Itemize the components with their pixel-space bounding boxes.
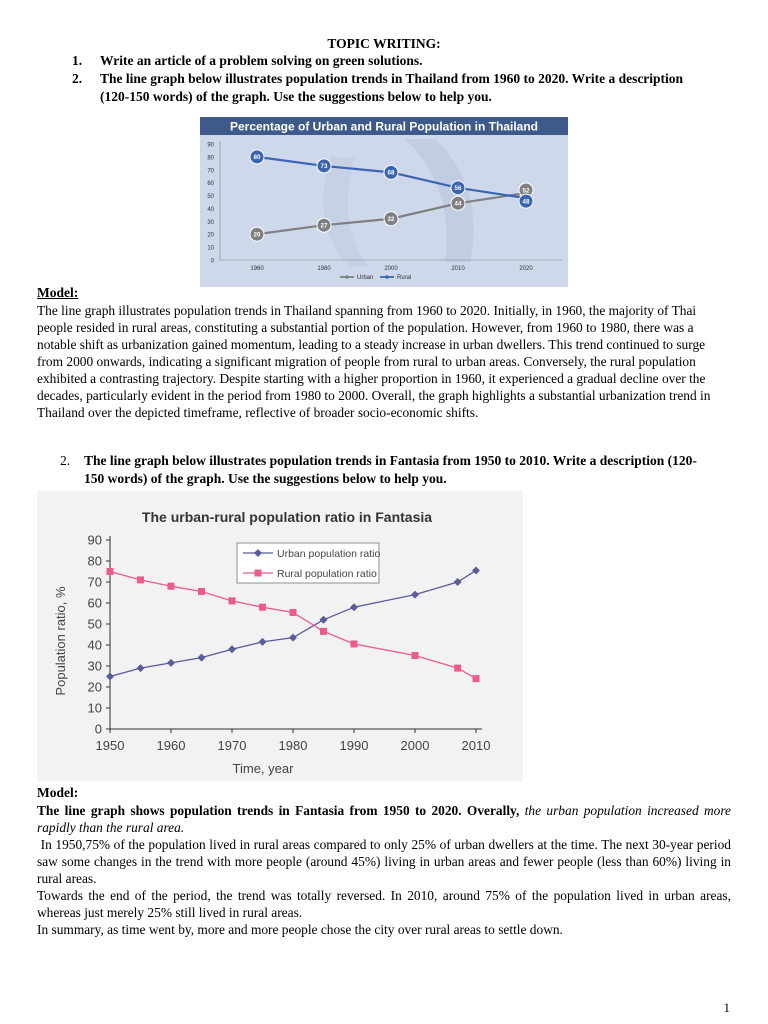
data-point-rural [290,609,297,616]
y-tick-label: 10 [87,700,102,716]
data-label: 27 [320,222,328,230]
x-axis-label: Time, year [232,761,294,776]
data-label: 52 [522,187,530,195]
model-paragraph-1: The line graph illustrates population trends in Thailand spanning from 1960 to 2020. Initially, in 1960, the majority of Thai people resided in rural areas, constituting a substantial portion of the population. However, from 1960 to 1980, there was a notable shift as urbanization gained momentum, leading to a steady increase in urban dwellers. This trend continued to surge from 2000 onwards, indicating a significant migration of people from rural to urban areas. Conversely, the rural population exhibited a contrasting trajectory. Despite starting with a higher proportion in 1960, it experienced a gradual decline over the decades, particularly evident in the period from 1980 to 2000. Overall, the graph highlights a substantial urbanization trend in Thailand over the depicted timeframe, reflective of broader socio-economic shifts. [37,303,711,420]
model-heading-2: Model: [37,785,79,800]
model-paragraph-2 [37,802,731,836]
y-tick-label: 20 [207,232,214,239]
y-tick-label: 30 [207,219,214,226]
x-tick-label: 2010 [461,738,491,753]
data-point-rural [454,665,461,672]
x-tick-label: 1980 [317,266,331,272]
task-text: The line graph below illustrates population trends in Thailand from 1960 to 2020. Write a description (120-150 words) of the graph. Use the suggestions below to help you. [100,71,684,104]
y-tick-label: 70 [87,574,102,590]
data-label: 73 [320,163,328,171]
legend-label: Urban population ratio [277,548,381,560]
model2-bold-sentence: The line graph shows population trends in Fantasia from 1950 to 2020. Overally, [37,803,520,818]
x-tick-label: 1980 [278,738,308,753]
data-label: 44 [454,200,462,208]
y-tick-label: 90 [87,532,102,548]
legend-marker [385,275,389,279]
x-tick-label: 1950 [95,738,125,753]
data-label: 48 [522,198,530,206]
y-tick-label: 20 [87,679,102,695]
model-heading-1: Model: [37,285,79,300]
model2-italic-sentence: the urban population increased more rapidly than the rural area. [37,803,731,835]
y-tick-label: 60 [207,181,214,188]
chart-title: The urban-rural population ratio in Fantasia [141,509,433,525]
y-tick-label: 80 [207,155,214,162]
task-number: 2. [72,71,83,86]
y-tick-label: 40 [87,637,102,653]
y-tick-label: 90 [207,142,214,149]
x-tick-label: 1960 [156,738,186,753]
legend-marker [255,570,262,577]
data-point-rural [412,652,419,659]
data-label: 32 [387,216,395,224]
data-point-rural [473,675,480,682]
y-tick-label: 80 [87,553,102,569]
task-number: 2. [60,453,71,468]
y-tick-label: 60 [87,595,102,611]
fantasia-chart [37,491,523,781]
y-tick-label: 50 [207,194,214,201]
legend-marker [345,275,349,279]
page-number: 1 [723,1000,730,1015]
task-item-1 [72,52,712,70]
model-paragraph-4: Towards the end of the period, the trend was totally reversed. In 2010, around 75% of the population lived in urban areas, whereas just merely 25% still lived in rural areas. [37,888,731,920]
data-label: 68 [387,169,395,177]
x-tick-label: 1960 [250,266,264,272]
data-point-rural [351,640,358,647]
data-point-rural [198,588,205,595]
task-text: Write an article of a problem solving on green solutions. [100,53,423,68]
task-item-2 [72,70,712,106]
data-point-rural [107,568,114,575]
legend-label: Rural population ratio [277,568,377,580]
model-paragraph-3 [37,836,731,887]
model-paragraph-5: In summary, as time went by, more and more people chose the city over rural areas to settle down. [37,922,563,937]
y-tick-label: 70 [207,168,214,175]
task-item-3 [60,452,712,488]
y-tick-label: 0 [94,721,102,737]
data-point-rural [229,597,236,604]
x-tick-label: 1970 [217,738,247,753]
legend-label: Rural [397,275,412,281]
y-tick-label: 0 [210,258,214,265]
thailand-chart [200,117,568,287]
x-tick-label: 1990 [339,738,369,753]
data-point-rural [137,576,144,583]
y-axis-label: Population ratio, % [53,586,68,696]
chart-background [200,117,568,287]
model2-paragraph-text: In 1950,75% of the population lived in rural areas compared to only 25% of urban dwellers at the time. The next 30-year period saw some changes in the trend with more people (around 45%) living in urban areas and fewer people (less than 60%) living in rural areas. [37,837,731,886]
data-point-rural [320,628,327,635]
data-point-rural [259,604,266,611]
y-tick-label: 50 [87,616,102,632]
data-label: 20 [253,231,261,239]
x-tick-label: 2020 [519,266,533,272]
task-number: 1. [72,53,83,68]
data-label: 56 [454,185,462,193]
task-text: The line graph below illustrates population trends in Fantasia from 1950 to 2010. Write a description (120-150 words) of the graph. Use the suggestions below to help you. [84,453,697,486]
x-tick-label: 2000 [400,738,430,753]
legend-label: Urban [357,275,374,281]
chart-title: Percentage of Urban and Rural Population in Thailand [229,119,539,134]
page-heading: TOPIC WRITING: [327,36,441,51]
x-tick-label: 2000 [384,266,398,272]
data-label: 80 [253,154,261,162]
y-tick-label: 10 [207,245,214,252]
data-point-rural [168,583,175,590]
x-tick-label: 2010 [451,266,465,272]
y-tick-label: 30 [87,658,102,674]
y-tick-label: 40 [207,206,214,213]
